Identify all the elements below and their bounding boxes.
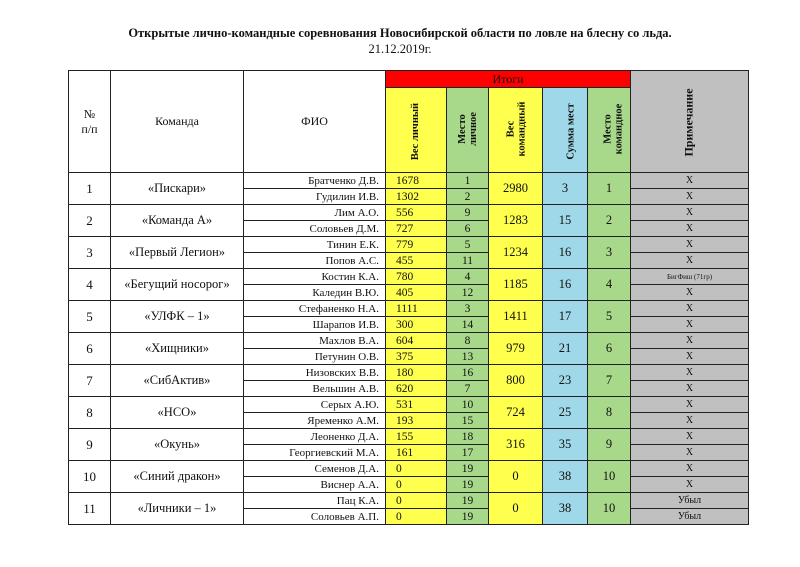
team-place: 4 (588, 269, 631, 301)
member-place: 19 (447, 509, 489, 525)
team-weight: 0 (489, 461, 543, 493)
member-note: X (631, 333, 749, 349)
member-name: Шарапов И.В. (244, 317, 386, 333)
member-weight: 556 (386, 205, 447, 221)
header-note: Примечание (631, 71, 749, 173)
member-weight: 780 (386, 269, 447, 285)
table-row (69, 461, 749, 477)
table-row (69, 333, 749, 349)
member-weight: 0 (386, 509, 447, 525)
team-weight: 724 (489, 397, 543, 429)
member-note: БигФиш (71гр) (631, 269, 749, 285)
member-name: Гудилин И.В. (244, 189, 386, 205)
member-name: Петунин О.В. (244, 349, 386, 365)
member-weight: 620 (386, 381, 447, 397)
member-note: Убыл (631, 493, 749, 509)
team-weight: 1185 (489, 269, 543, 301)
team-sum-places: 15 (543, 205, 588, 237)
table-row (69, 429, 749, 445)
team-name: «Команда А» (111, 205, 244, 237)
header-totals: Итоги (386, 71, 631, 88)
member-weight: 604 (386, 333, 447, 349)
team-place: 8 (588, 397, 631, 429)
member-place: 11 (447, 253, 489, 269)
team-name: «Первый Легион» (111, 237, 244, 269)
member-weight: 531 (386, 397, 447, 413)
member-place: 19 (447, 461, 489, 477)
member-note: Убыл (631, 509, 749, 525)
member-name: Лим А.О. (244, 205, 386, 221)
member-weight: 1302 (386, 189, 447, 205)
team-name: «Личники – 1» (111, 493, 244, 525)
member-note: X (631, 365, 749, 381)
member-place: 5 (447, 237, 489, 253)
team-place: 1 (588, 173, 631, 205)
team-sum-places: 3 (543, 173, 588, 205)
member-name: Братченко Д.В. (244, 173, 386, 189)
team-place: 7 (588, 365, 631, 397)
team-name: «СибАктив» (111, 365, 244, 397)
member-weight: 779 (386, 237, 447, 253)
header-weight-personal: Вес личный (386, 88, 447, 173)
document-title: Открытые лично-командные соревнования Новосибирской области по ловле на блесну со льда. (128, 26, 672, 40)
team-number: 4 (69, 269, 111, 301)
team-number: 3 (69, 237, 111, 269)
header-place-personal: Место личное (447, 88, 489, 173)
team-sum-places: 35 (543, 429, 588, 461)
member-note: X (631, 317, 749, 333)
member-note: X (631, 413, 749, 429)
team-number: 1 (69, 173, 111, 205)
member-name: Попов А.С. (244, 253, 386, 269)
results-table (68, 70, 749, 525)
member-place: 19 (447, 493, 489, 509)
team-weight: 1283 (489, 205, 543, 237)
member-place: 7 (447, 381, 489, 397)
header-num: № п/п (69, 71, 111, 173)
member-place: 14 (447, 317, 489, 333)
team-place: 9 (588, 429, 631, 461)
member-name: Костин К.А. (244, 269, 386, 285)
table-row (69, 365, 749, 381)
team-sum-places: 16 (543, 237, 588, 269)
team-weight: 0 (489, 493, 543, 525)
team-weight: 316 (489, 429, 543, 461)
table-row (69, 301, 749, 317)
team-number: 9 (69, 429, 111, 461)
team-number: 8 (69, 397, 111, 429)
member-weight: 1678 (386, 173, 447, 189)
header-place-team: Место командное (588, 88, 631, 173)
member-name: Виснер А.А. (244, 477, 386, 493)
team-sum-places: 16 (543, 269, 588, 301)
table-row (69, 493, 749, 509)
member-place: 12 (447, 285, 489, 301)
member-weight: 155 (386, 429, 447, 445)
member-note: X (631, 253, 749, 269)
team-weight: 1234 (489, 237, 543, 269)
team-name: «НСО» (111, 397, 244, 429)
team-number: 6 (69, 333, 111, 365)
member-weight: 405 (386, 285, 447, 301)
member-name: Соловьев А.П. (244, 509, 386, 525)
member-note: X (631, 461, 749, 477)
member-place: 2 (447, 189, 489, 205)
member-name: Георгиевский М.А. (244, 445, 386, 461)
team-number: 2 (69, 205, 111, 237)
team-number: 10 (69, 461, 111, 493)
member-place: 1 (447, 173, 489, 189)
member-name: Низовских В.В. (244, 365, 386, 381)
team-weight: 1411 (489, 301, 543, 333)
member-place: 8 (447, 333, 489, 349)
team-number: 11 (69, 493, 111, 525)
member-weight: 0 (386, 493, 447, 509)
team-name: «Хищники» (111, 333, 244, 365)
table-row (69, 397, 749, 413)
member-note: X (631, 349, 749, 365)
member-place: 10 (447, 397, 489, 413)
member-name: Соловьев Д.М. (244, 221, 386, 237)
team-sum-places: 25 (543, 397, 588, 429)
member-weight: 180 (386, 365, 447, 381)
team-name: «Бегущий носорог» (111, 269, 244, 301)
member-name: Тинин Е.К. (244, 237, 386, 253)
member-place: 18 (447, 429, 489, 445)
member-place: 19 (447, 477, 489, 493)
team-sum-places: 38 (543, 461, 588, 493)
team-sum-places: 38 (543, 493, 588, 525)
table-row (69, 205, 749, 221)
member-note: X (631, 477, 749, 493)
member-note: X (631, 445, 749, 461)
team-name: «Пискари» (111, 173, 244, 205)
member-note: X (631, 429, 749, 445)
team-number: 5 (69, 301, 111, 333)
member-name: Семенов Д.А. (244, 461, 386, 477)
team-number: 7 (69, 365, 111, 397)
member-note: X (631, 189, 749, 205)
member-weight: 375 (386, 349, 447, 365)
team-name: «Синий дракон» (111, 461, 244, 493)
member-place: 9 (447, 205, 489, 221)
member-note: X (631, 221, 749, 237)
team-sum-places: 17 (543, 301, 588, 333)
table-row (69, 269, 749, 285)
member-weight: 193 (386, 413, 447, 429)
member-weight: 455 (386, 253, 447, 269)
member-place: 4 (447, 269, 489, 285)
member-place: 3 (447, 301, 489, 317)
team-place: 2 (588, 205, 631, 237)
table-row (69, 173, 749, 189)
document-date: 21.12.2019г. (368, 42, 432, 56)
team-place: 5 (588, 301, 631, 333)
member-name: Яременко А.М. (244, 413, 386, 429)
member-name: Стефаненко Н.А. (244, 301, 386, 317)
team-name: «Окунь» (111, 429, 244, 461)
team-place: 3 (588, 237, 631, 269)
member-note: X (631, 237, 749, 253)
member-weight: 0 (386, 477, 447, 493)
member-name: Серых А.Ю. (244, 397, 386, 413)
member-note: X (631, 285, 749, 301)
team-weight: 2980 (489, 173, 543, 205)
member-name: Пац К.А. (244, 493, 386, 509)
member-weight: 300 (386, 317, 447, 333)
member-place: 13 (447, 349, 489, 365)
member-weight: 0 (386, 461, 447, 477)
team-weight: 979 (489, 333, 543, 365)
table-row (69, 237, 749, 253)
member-note: X (631, 205, 749, 221)
member-note: X (631, 381, 749, 397)
member-weight: 1111 (386, 301, 447, 317)
team-sum-places: 21 (543, 333, 588, 365)
member-place: 17 (447, 445, 489, 461)
member-name: Вельшин А.В. (244, 381, 386, 397)
header-weight-team: Вес командный (489, 88, 543, 173)
header-team: Команда (111, 71, 244, 173)
member-place: 16 (447, 365, 489, 381)
team-name: «УЛФК – 1» (111, 301, 244, 333)
member-note: X (631, 397, 749, 413)
member-place: 6 (447, 221, 489, 237)
member-place: 15 (447, 413, 489, 429)
member-name: Махлов В.А. (244, 333, 386, 349)
header-sum-places: Сумма мест (543, 88, 588, 173)
member-weight: 161 (386, 445, 447, 461)
team-place: 10 (588, 493, 631, 525)
member-note: X (631, 173, 749, 189)
member-weight: 727 (386, 221, 447, 237)
team-sum-places: 23 (543, 365, 588, 397)
team-weight: 800 (489, 365, 543, 397)
team-place: 10 (588, 461, 631, 493)
member-name: Леоненко Д.А. (244, 429, 386, 445)
member-name: Каледин В.Ю. (244, 285, 386, 301)
team-place: 6 (588, 333, 631, 365)
member-note: X (631, 301, 749, 317)
header-fio: ФИО (244, 71, 386, 173)
